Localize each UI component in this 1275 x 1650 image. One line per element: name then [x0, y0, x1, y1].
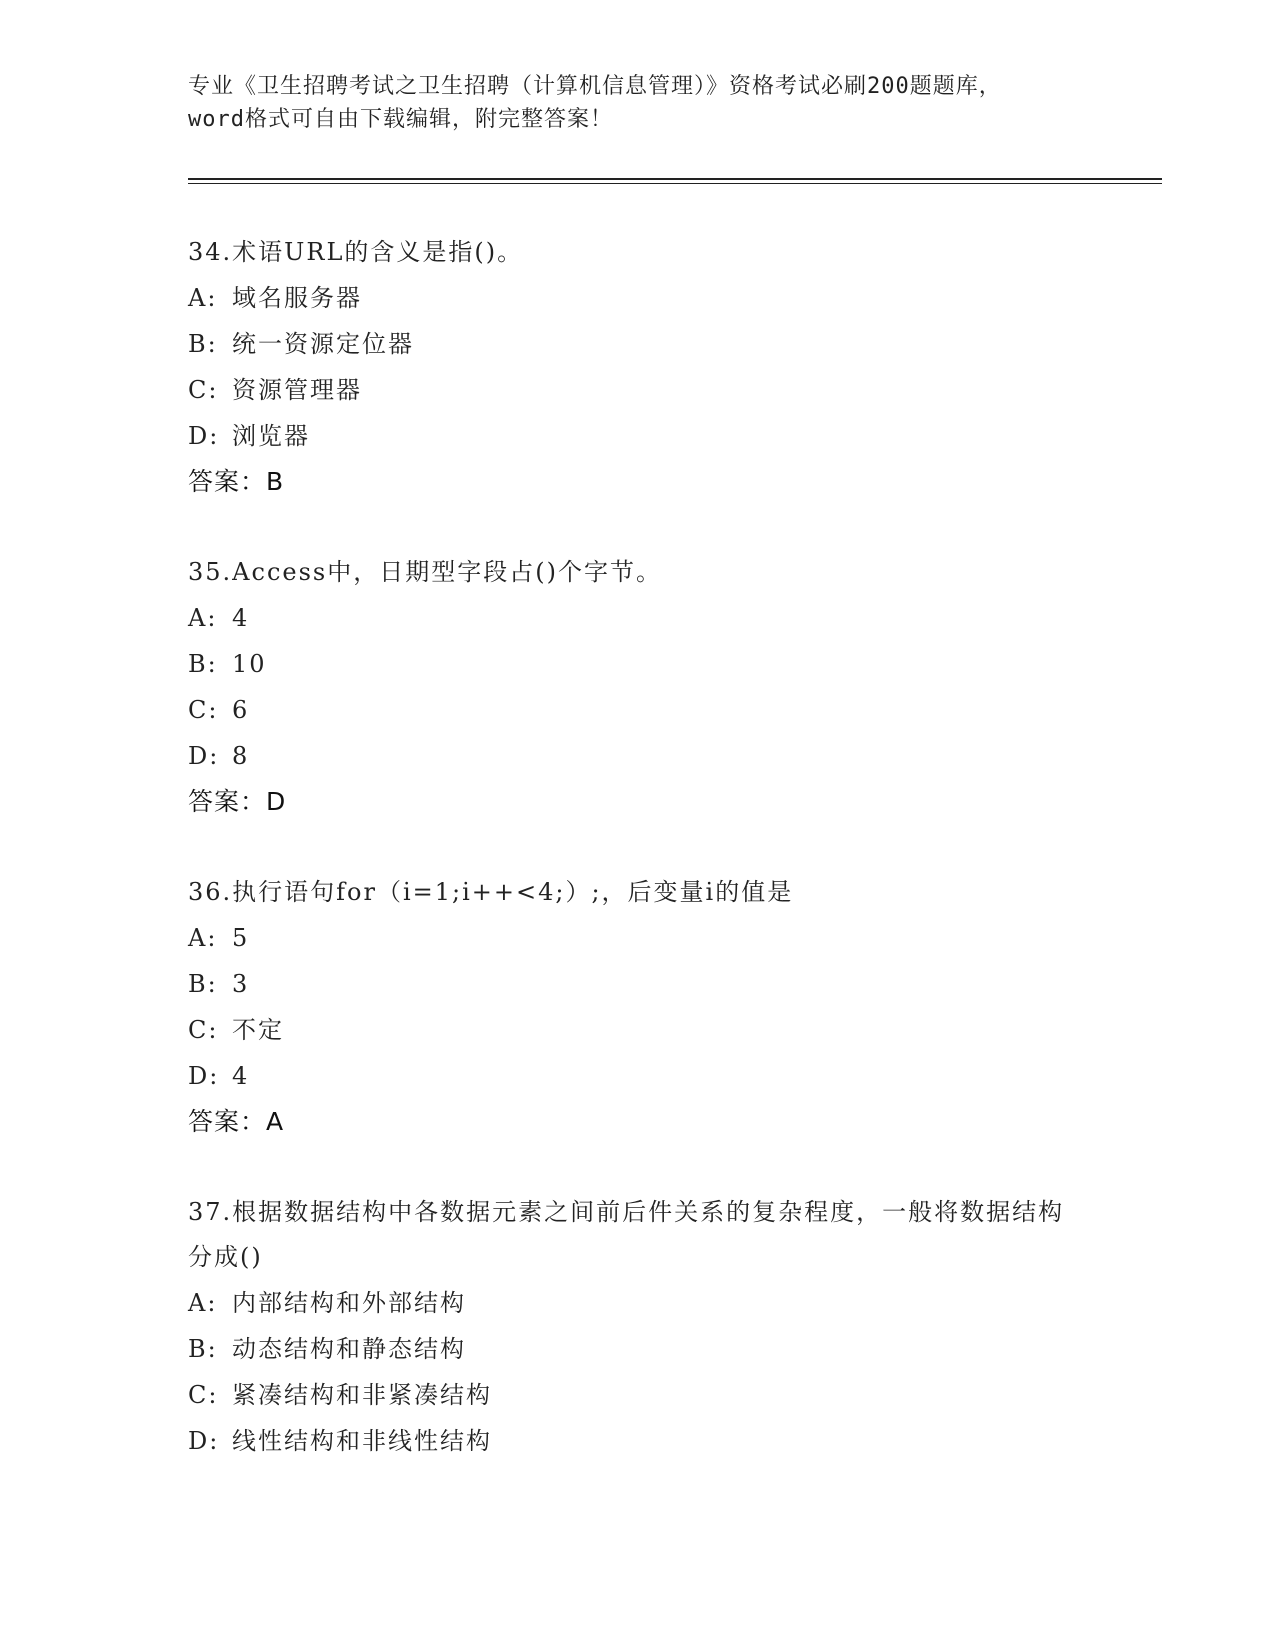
option-c	[188, 367, 1088, 413]
option-text: 紧凑结构和非紧凑结构	[232, 1381, 492, 1409]
option-b	[188, 961, 1088, 1007]
header-line-1: 专业《卫生招聘考试之卫生招聘（计算机信息管理）》资格考试必刷200题题库，	[188, 74, 1002, 99]
option-letter: A:	[188, 604, 218, 632]
option-c	[188, 687, 1088, 733]
question-37	[188, 1190, 1088, 1464]
option-letter: A:	[188, 284, 218, 312]
option-letter: B:	[188, 330, 218, 358]
header-divider-thick	[188, 178, 1162, 180]
option-text: 4	[232, 1062, 250, 1090]
option-letter: C:	[188, 1016, 219, 1044]
option-letter: B:	[188, 970, 218, 998]
option-letter: B:	[188, 650, 218, 678]
option-text: 4	[232, 604, 250, 632]
option-b	[188, 641, 1088, 687]
option-b	[188, 321, 1088, 367]
option-c	[188, 1007, 1088, 1053]
option-text: 不定	[232, 1016, 284, 1044]
option-a	[188, 595, 1088, 641]
option-a	[188, 275, 1088, 321]
option-text: 10	[232, 650, 267, 678]
option-letter: D:	[188, 742, 220, 770]
option-letter: D:	[188, 422, 220, 450]
header-divider-thin	[188, 183, 1162, 184]
option-text: 内部结构和外部结构	[232, 1289, 466, 1317]
document-header	[188, 70, 1088, 136]
option-text: 动态结构和静态结构	[232, 1335, 466, 1363]
option-letter: C:	[188, 696, 219, 724]
option-text: 3	[232, 970, 250, 998]
option-letter: A:	[188, 1289, 218, 1317]
option-letter: B:	[188, 1335, 218, 1363]
option-b	[188, 1326, 1088, 1372]
option-text: 浏览器	[232, 422, 310, 450]
option-text: 6	[232, 696, 250, 724]
option-letter: C:	[188, 376, 219, 404]
question-stem: 37.根据数据结构中各数据元素之间前后件关系的复杂程度，一般将数据结构分成()	[188, 1198, 1065, 1271]
question-stem: 36.执行语句for（i=1;i++<4;）;，后变量i的值是	[188, 878, 794, 906]
option-text: 资源管理器	[232, 376, 362, 404]
option-a	[188, 1280, 1088, 1326]
option-a	[188, 915, 1088, 961]
option-d	[188, 733, 1088, 779]
question-36	[188, 870, 1088, 1145]
option-c	[188, 1372, 1088, 1418]
option-d	[188, 413, 1088, 459]
option-text: 统一资源定位器	[232, 330, 414, 358]
option-text: 5	[232, 924, 250, 952]
header-line-2: word格式可自由下载编辑，附完整答案！	[188, 107, 613, 132]
question-34	[188, 230, 1088, 505]
answer-text: 答案：B	[188, 467, 285, 496]
question-stem: 34.术语URL的含义是指()。	[188, 238, 524, 266]
answer-text: 答案：D	[188, 787, 287, 816]
option-d	[188, 1418, 1088, 1464]
option-d	[188, 1053, 1088, 1099]
option-text: 8	[232, 742, 250, 770]
option-letter: D:	[188, 1062, 220, 1090]
option-letter: A:	[188, 924, 218, 952]
question-stem: 35.Access中，日期型字段占()个字节。	[188, 558, 662, 586]
option-letter: D:	[188, 1427, 220, 1455]
answer-text: 答案：A	[188, 1107, 285, 1136]
option-letter: C:	[188, 1381, 219, 1409]
question-35	[188, 550, 1088, 825]
option-text: 域名服务器	[232, 284, 362, 312]
option-text: 线性结构和非线性结构	[232, 1427, 492, 1455]
